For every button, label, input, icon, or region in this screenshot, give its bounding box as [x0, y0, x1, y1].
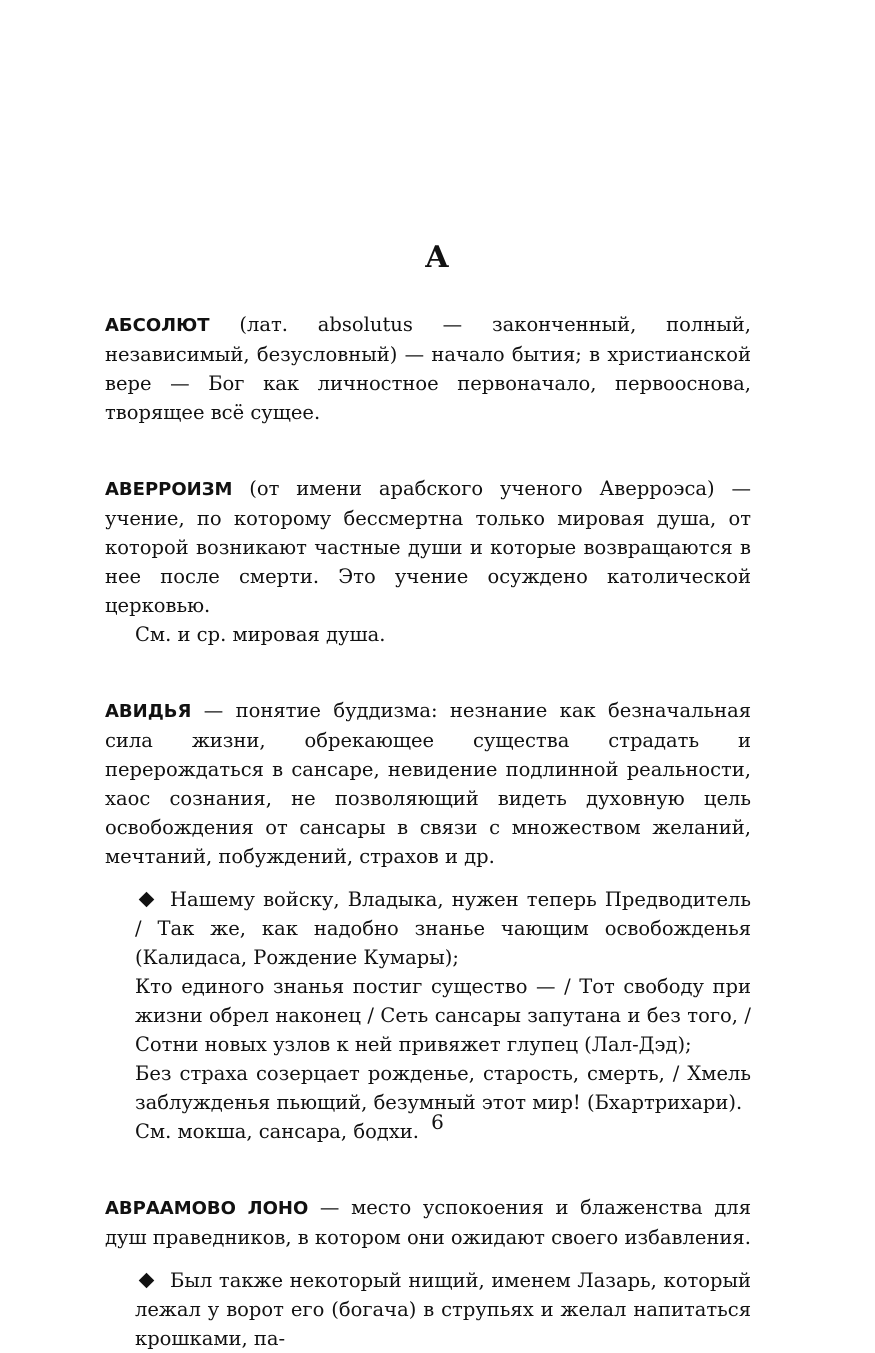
entry-text: (от имени арабского ученого Аверроэса) — учение, по которому бессмертна только мировая душа, от которой возникают частные души и которые возвращаются в нее после смерти. Это учение осуждено католической церковью.	[105, 477, 751, 617]
entry-term: АВРААМОВО ЛОНО	[105, 1198, 309, 1219]
diamond-bullet-icon	[139, 1273, 155, 1289]
cross-reference: См. и ср. мировая душа.	[135, 623, 386, 646]
entry-term: АБСОЛЮТ	[105, 315, 210, 336]
entry-averroizm	[105, 474, 751, 649]
entry-avidya	[105, 696, 751, 1146]
entry-avidya-definition	[105, 696, 751, 871]
quotation: Без страха созерцает рожденье, старость, смерть, / Хмель заблужденья пьющий, безумный этот мир! (Бхартрихари).	[135, 1062, 751, 1114]
entry-text: (лат. absolutus — законченный, полный, независимый, безусловный) — начало бытия; в христианской вере — Бог как личностное первоначало, первооснова, творящее всё сущее.	[105, 313, 751, 424]
quotation: Нашему войску, Владыка, нужен теперь Предводитель / Так же, как надобно знанье чающим освобожденья (Калидаса, Рождение Кумары);	[135, 888, 751, 969]
entry-avraamovo-lono	[105, 1193, 751, 1353]
quotation: Был также некоторый нищий, именем Лазарь, который лежал у ворот его (богача) в струпьях и желал напитаться крошками, па-	[135, 1269, 751, 1350]
quotation: Кто единого знанья постиг существо — / Тот свободу при жизни обрел наконец / Сеть сансары запутана и без того, / Сотни новых узлов к ней привяжет глупец (Лал-Дэд);	[135, 975, 751, 1056]
entry-term: АВЕРРОИЗМ	[105, 479, 233, 500]
section-letter-heading: А	[424, 240, 451, 275]
page-number: 6	[431, 1110, 444, 1134]
entry-absolut-definition	[105, 310, 751, 427]
diamond-bullet-icon	[139, 892, 155, 908]
entry-absolut	[105, 310, 751, 427]
entry-averroizm-definition	[105, 474, 751, 620]
entry-term: АВИДЬЯ	[105, 701, 192, 722]
dictionary-entries	[105, 310, 751, 1353]
quotation-block	[105, 885, 751, 1146]
cross-reference: См. мокша, сансара, бодхи.	[135, 1120, 420, 1143]
entry-text: — понятие буддизма: незнание как безначальная сила жизни, обрекающее существа страдать и перерождаться в сансаре, невидение подлинной реальности, хаос сознания, не позволяющий видеть духовную цель освобождения от сансары в связи с множеством желаний, мечтаний, побуждений, страхов и др.	[105, 699, 751, 868]
quotation-block	[105, 1266, 751, 1353]
entry-avraamovo-lono-definition	[105, 1193, 751, 1252]
entry-text: — место успокоения и блаженства для душ праведников, в котором они ожидают своего избавления.	[105, 1196, 751, 1249]
